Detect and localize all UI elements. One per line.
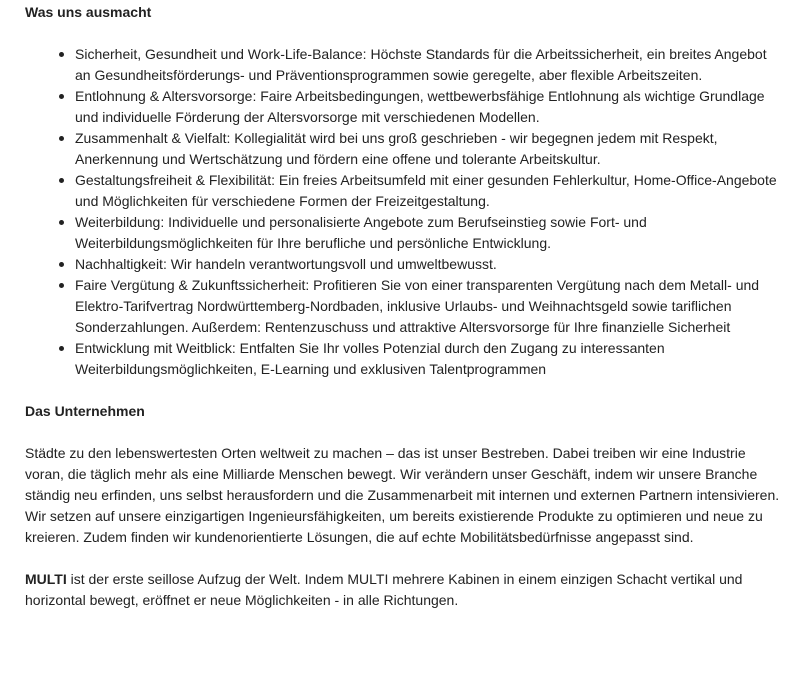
list-item-text: Faire Vergütung & Zukunftssicherheit: Profitieren Sie von einer transparenten Vergütung nach dem Metall- und Elektro-Tarifvertrag Nordwürttemberg-Nordbaden, inklusive Urlaubs- und Weihnachtsgeld sowie tariflichen Sonderzahlungen. Außerdem: Rentenzuschuss und attraktive Altersvorsorge für Ihre finanzielle Sicherheit	[75, 277, 760, 335]
benefits-list	[25, 44, 785, 380]
list-item-text: Weiterbildung: Individuelle und personalisierte Angebote zum Berufseinstieg sowie Fort- und Weiterbildungsmöglichkeiten für Ihre berufliche und persönliche Entwicklung.	[75, 214, 647, 251]
list-item-text: Zusammenhalt & Vielfalt: Kollegialität wird bei uns groß geschrieben - wir begegnen jedem mit Respekt, Anerkennung und Wertschätzung und fördern eine offene und tolerante Arbeitskultur.	[75, 130, 718, 167]
list-item-text: Entwicklung mit Weitblick: Entfalten Sie Ihr volles Potenzial durch den Zugang zu interessanten Weiterbildungsmöglichkeiten, E-Learning und exklusiven Talentprogrammen	[75, 340, 665, 377]
section-heading-company: Das Unternehmen	[25, 403, 145, 419]
bullet-icon	[59, 262, 64, 267]
multi-paragraph-text: ist der erste seillose Aufzug der Welt. Indem MULTI mehrere Kabinen in einem einzigen Schacht vertikal und horizontal bewegt, eröffnet er neue Möglichkeiten - in alle Richtungen.	[25, 571, 743, 608]
job-description	[25, 2, 785, 611]
bullet-icon	[59, 136, 64, 141]
list-item-text: Entlohnung & Altersvorsorge: Faire Arbeitsbedingungen, wettbewerbsfähige Entlohnung als wichtige Grundlage und individuelle Förderung der Altersvorsorge mit verschiedenen Modellen.	[75, 88, 765, 125]
list-item	[25, 275, 785, 338]
list-item-text: Nachhaltigkeit: Wir handeln verantwortungsvoll und umweltbewusst.	[75, 256, 497, 272]
bullet-icon	[59, 346, 64, 351]
list-item	[25, 212, 785, 254]
bullet-icon	[59, 52, 64, 57]
list-item-text: Sicherheit, Gesundheit und Work-Life-Balance: Höchste Standards für die Arbeitssicherheit, ein breites Angebot an Gesundheitsförderungs- und Präventionsprogrammen sowie geregelte, aber flexible Arbeitszeiten.	[75, 46, 767, 83]
list-item	[25, 86, 785, 128]
section-heading-benefits: Was uns ausmacht	[25, 4, 152, 20]
list-item-text: Gestaltungsfreiheit & Flexibilität: Ein freies Arbeitsumfeld mit einer gesunden Fehlerkultur, Home-Office-Angebote und Möglichkeiten für verschiedene Formen der Freizeitgestaltung.	[75, 172, 777, 209]
bullet-icon	[59, 178, 64, 183]
list-item	[25, 338, 785, 380]
list-item	[25, 128, 785, 170]
list-item	[25, 44, 785, 86]
bullet-icon	[59, 220, 64, 225]
list-item	[25, 254, 785, 275]
bullet-icon	[59, 94, 64, 99]
list-item	[25, 170, 785, 212]
multi-paragraph	[25, 569, 785, 611]
company-paragraph: Städte zu den lebenswertesten Orten weltweit zu machen – das ist unser Bestreben. Dabei treiben wir eine Industrie voran, die täglich mehr als eine Milliarde Menschen bewegt. Wir verändern unser Geschäft, indem wir unsere Branche ständig neu erfinden, uns selbst herausfordern und die Zusammenarbeit mit internen und externen Partnern intensivieren. Wir setzen auf unsere einzigartigen Ingenieursfähigkeiten, um bereits existierende Produkte zu optimieren und neue zu kreieren. Zudem finden wir kundenorientierte Lösungen, die auf echte Mobilitätsbedürfnisse angepasst sind.	[25, 445, 780, 545]
brand-name: MULTI	[25, 571, 67, 587]
bullet-icon	[59, 283, 64, 288]
